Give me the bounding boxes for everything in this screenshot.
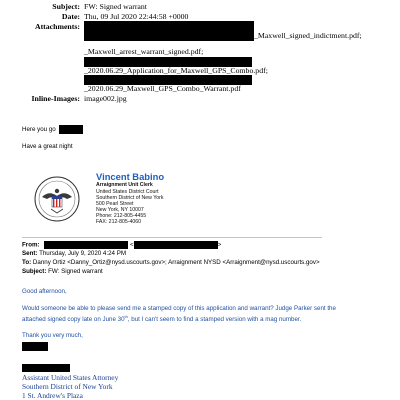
redaction-block: [22, 364, 70, 372]
message-line: [22, 125, 83, 134]
attachment-filename: _Maxwell_signed_indictment.pdf;: [254, 31, 362, 40]
attachment-item[interactable]: [84, 84, 241, 93]
attachment-filename: _2020.06.29_Application_for_Maxwell_GPS_Combo.pdf;: [84, 66, 268, 75]
sent-value: Thursday, July 9, 2020 4:24 PM: [39, 250, 126, 257]
paragraph-text: attached signed copy late on June 30: [22, 316, 125, 324]
signature-name: Vincent Babino: [96, 171, 165, 182]
bottom-signature-line: Assistant United States Attorney: [22, 373, 119, 382]
attachment-filename: _Maxwell_arrest_warrant_signed.pdf;: [84, 47, 204, 56]
subject2-value: FW: Signed warrant: [48, 268, 103, 275]
signature-line: Southern District of New York: [96, 195, 164, 201]
signature-line: 500 Pearl Street: [96, 201, 134, 207]
paragraph-line: [22, 314, 301, 323]
sent-row: [22, 250, 126, 257]
divider: [22, 237, 322, 238]
sent-label: Sent:: [22, 250, 38, 257]
attachment-item[interactable]: [84, 66, 268, 75]
signature-line: United States District Court: [96, 189, 159, 195]
attachment-filename: _2020.06.29_Maxwell_GPS_Combo_Warrant.pdf: [84, 84, 241, 93]
bottom-signature-line: Southern District of New York: [22, 382, 113, 391]
from-row: [22, 241, 221, 249]
redaction-block: [22, 342, 48, 351]
attachment-item[interactable]: [84, 31, 362, 41]
message-text: Have a great night: [22, 143, 73, 150]
attachment-item[interactable]: [84, 47, 203, 56]
signature-title: Arraignment Unit Clerk: [96, 182, 153, 188]
attachments-label: Attachments:: [34, 22, 80, 31]
subject2-label: Subject:: [22, 268, 47, 275]
greeting: Good afternoon,: [22, 288, 67, 295]
from-label: From:: [22, 241, 40, 249]
superscript: th: [124, 314, 128, 319]
from-close: >: [217, 241, 222, 249]
signature-line: Phone: 212-805-4455: [96, 213, 147, 219]
from-separator: <: [130, 241, 134, 249]
thanks-line: Thank you very much,: [22, 332, 83, 339]
paragraph-text: , but I can't seem to find a stamped version with a mag number.: [127, 316, 302, 324]
redaction-block: [134, 241, 218, 249]
bottom-signature-line: 1 St. Andrew's Plaza: [22, 391, 83, 400]
date-value: Thu, 09 Jul 2020 22:44:58 +0000: [84, 12, 189, 21]
subject-value: FW: Signed warrant: [84, 2, 147, 11]
to-row: [22, 259, 320, 266]
court-seal-icon: [34, 176, 80, 222]
message-text: Here you go: [22, 126, 56, 134]
to-value[interactable]: Danny Ortiz <Danny_Ortiz@nysd.uscourts.gov>; Arraignment NYSD <Arraignment@nysd.uscourts.gov>: [32, 259, 320, 266]
redaction-block: [44, 241, 128, 249]
inline-images-value[interactable]: image002.jpg: [84, 94, 127, 103]
to-label: To:: [22, 259, 32, 266]
paragraph-line: Would someone be able to please send me a stamped copy of this application and warrant? Judge Parker sent the: [22, 305, 336, 312]
signature-line: FAX: 212-805-4060: [96, 219, 141, 225]
subject2-row: [22, 268, 103, 275]
redaction-block: [59, 125, 83, 134]
signature-line: New York, NY 10007: [96, 207, 144, 213]
inline-images-label: Inline-Images:: [31, 94, 80, 103]
date-label: Date:: [61, 12, 80, 21]
redaction-block: [84, 31, 254, 41]
subject-label: Subject:: [52, 2, 80, 11]
